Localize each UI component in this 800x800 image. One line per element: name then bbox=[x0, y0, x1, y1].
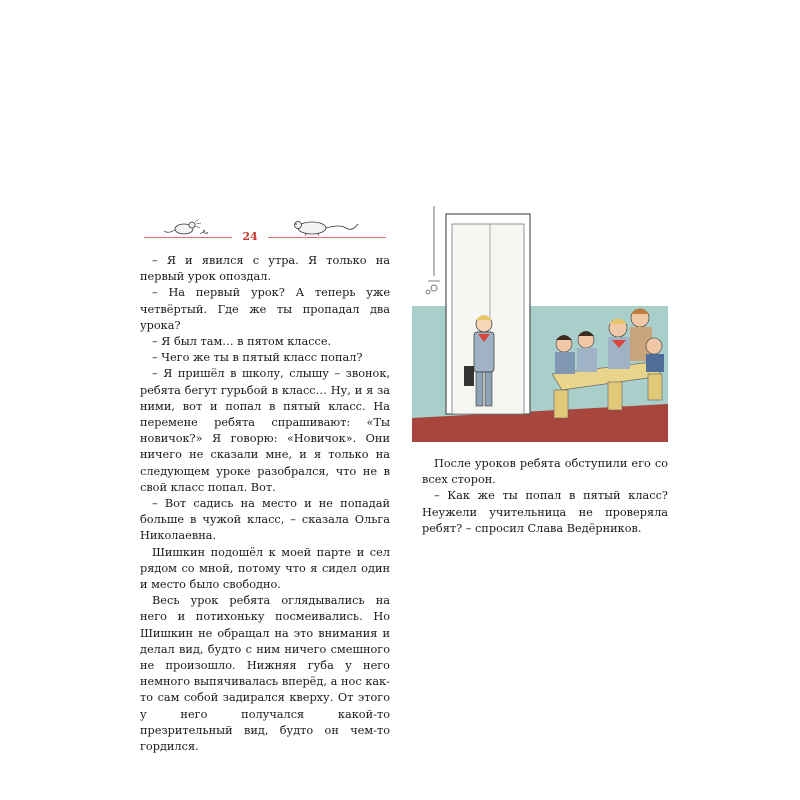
paragraph: – Чего же ты в пятый класс попал? bbox=[152, 351, 363, 365]
left-page bbox=[140, 0, 390, 800]
header-rule-left bbox=[144, 237, 232, 238]
left-page-text bbox=[140, 253, 390, 755]
mouse-icon bbox=[288, 212, 360, 238]
paragraph: Шишкин подошёл к моей парте и сел рядом со мной, потому что я сидел один и место было свободно. bbox=[140, 545, 390, 592]
paragraph: Весь урок ребята оглядывались на него и потихоньку посмеивались. Но Шишкин не обращал на это внимания и делал вид, будто с ним ничего смешного не произошло. Нижняя губа у него немного выпячивалась вперёд, а нос как-то сам собой задирался кверху. От этого у него получался какой-то презрительный вид, будто он чем-то гордился. bbox=[140, 594, 390, 754]
page-header bbox=[140, 206, 390, 246]
paragraph: – Как же ты попал в пятый класс? Неужели учительница не проверяла ребят? – спросил Слава Ведёрников. bbox=[422, 489, 668, 535]
paragraph: – На первый урок? А теперь уже четвёртый. Где же ты пропадал два урока? bbox=[140, 286, 390, 332]
paragraph: – Я и явился с утра. Я только на первый урок опоздал. bbox=[140, 254, 390, 284]
page-number: 24 bbox=[242, 230, 258, 243]
classroom-illustration bbox=[412, 206, 668, 442]
paragraph: – Вот садись на место и не попадай больше в чужой класс, – сказала Ольга Николаевна. bbox=[140, 497, 390, 543]
paragraph: После уроков ребята обступили его со всех сторон. bbox=[422, 457, 668, 487]
paragraph: – Я был там… в пятом классе. bbox=[152, 335, 332, 349]
right-page bbox=[412, 0, 668, 800]
paragraph: – Я пришёл в школу, слышу – звонок, ребята бегут гурьбой в класс… Ну, и я за ними, вот и попал в пятый класс. На перемене ребята спрашивают: «Ты новичок?» Я говорю: «Новичок». Они ничего не сказали мне, и я только на следующем уроке разобрался, что не в свой класс попал. Вот. bbox=[140, 367, 390, 494]
mouse-with-crumbs-icon bbox=[160, 212, 212, 240]
right-page-text bbox=[422, 456, 668, 537]
